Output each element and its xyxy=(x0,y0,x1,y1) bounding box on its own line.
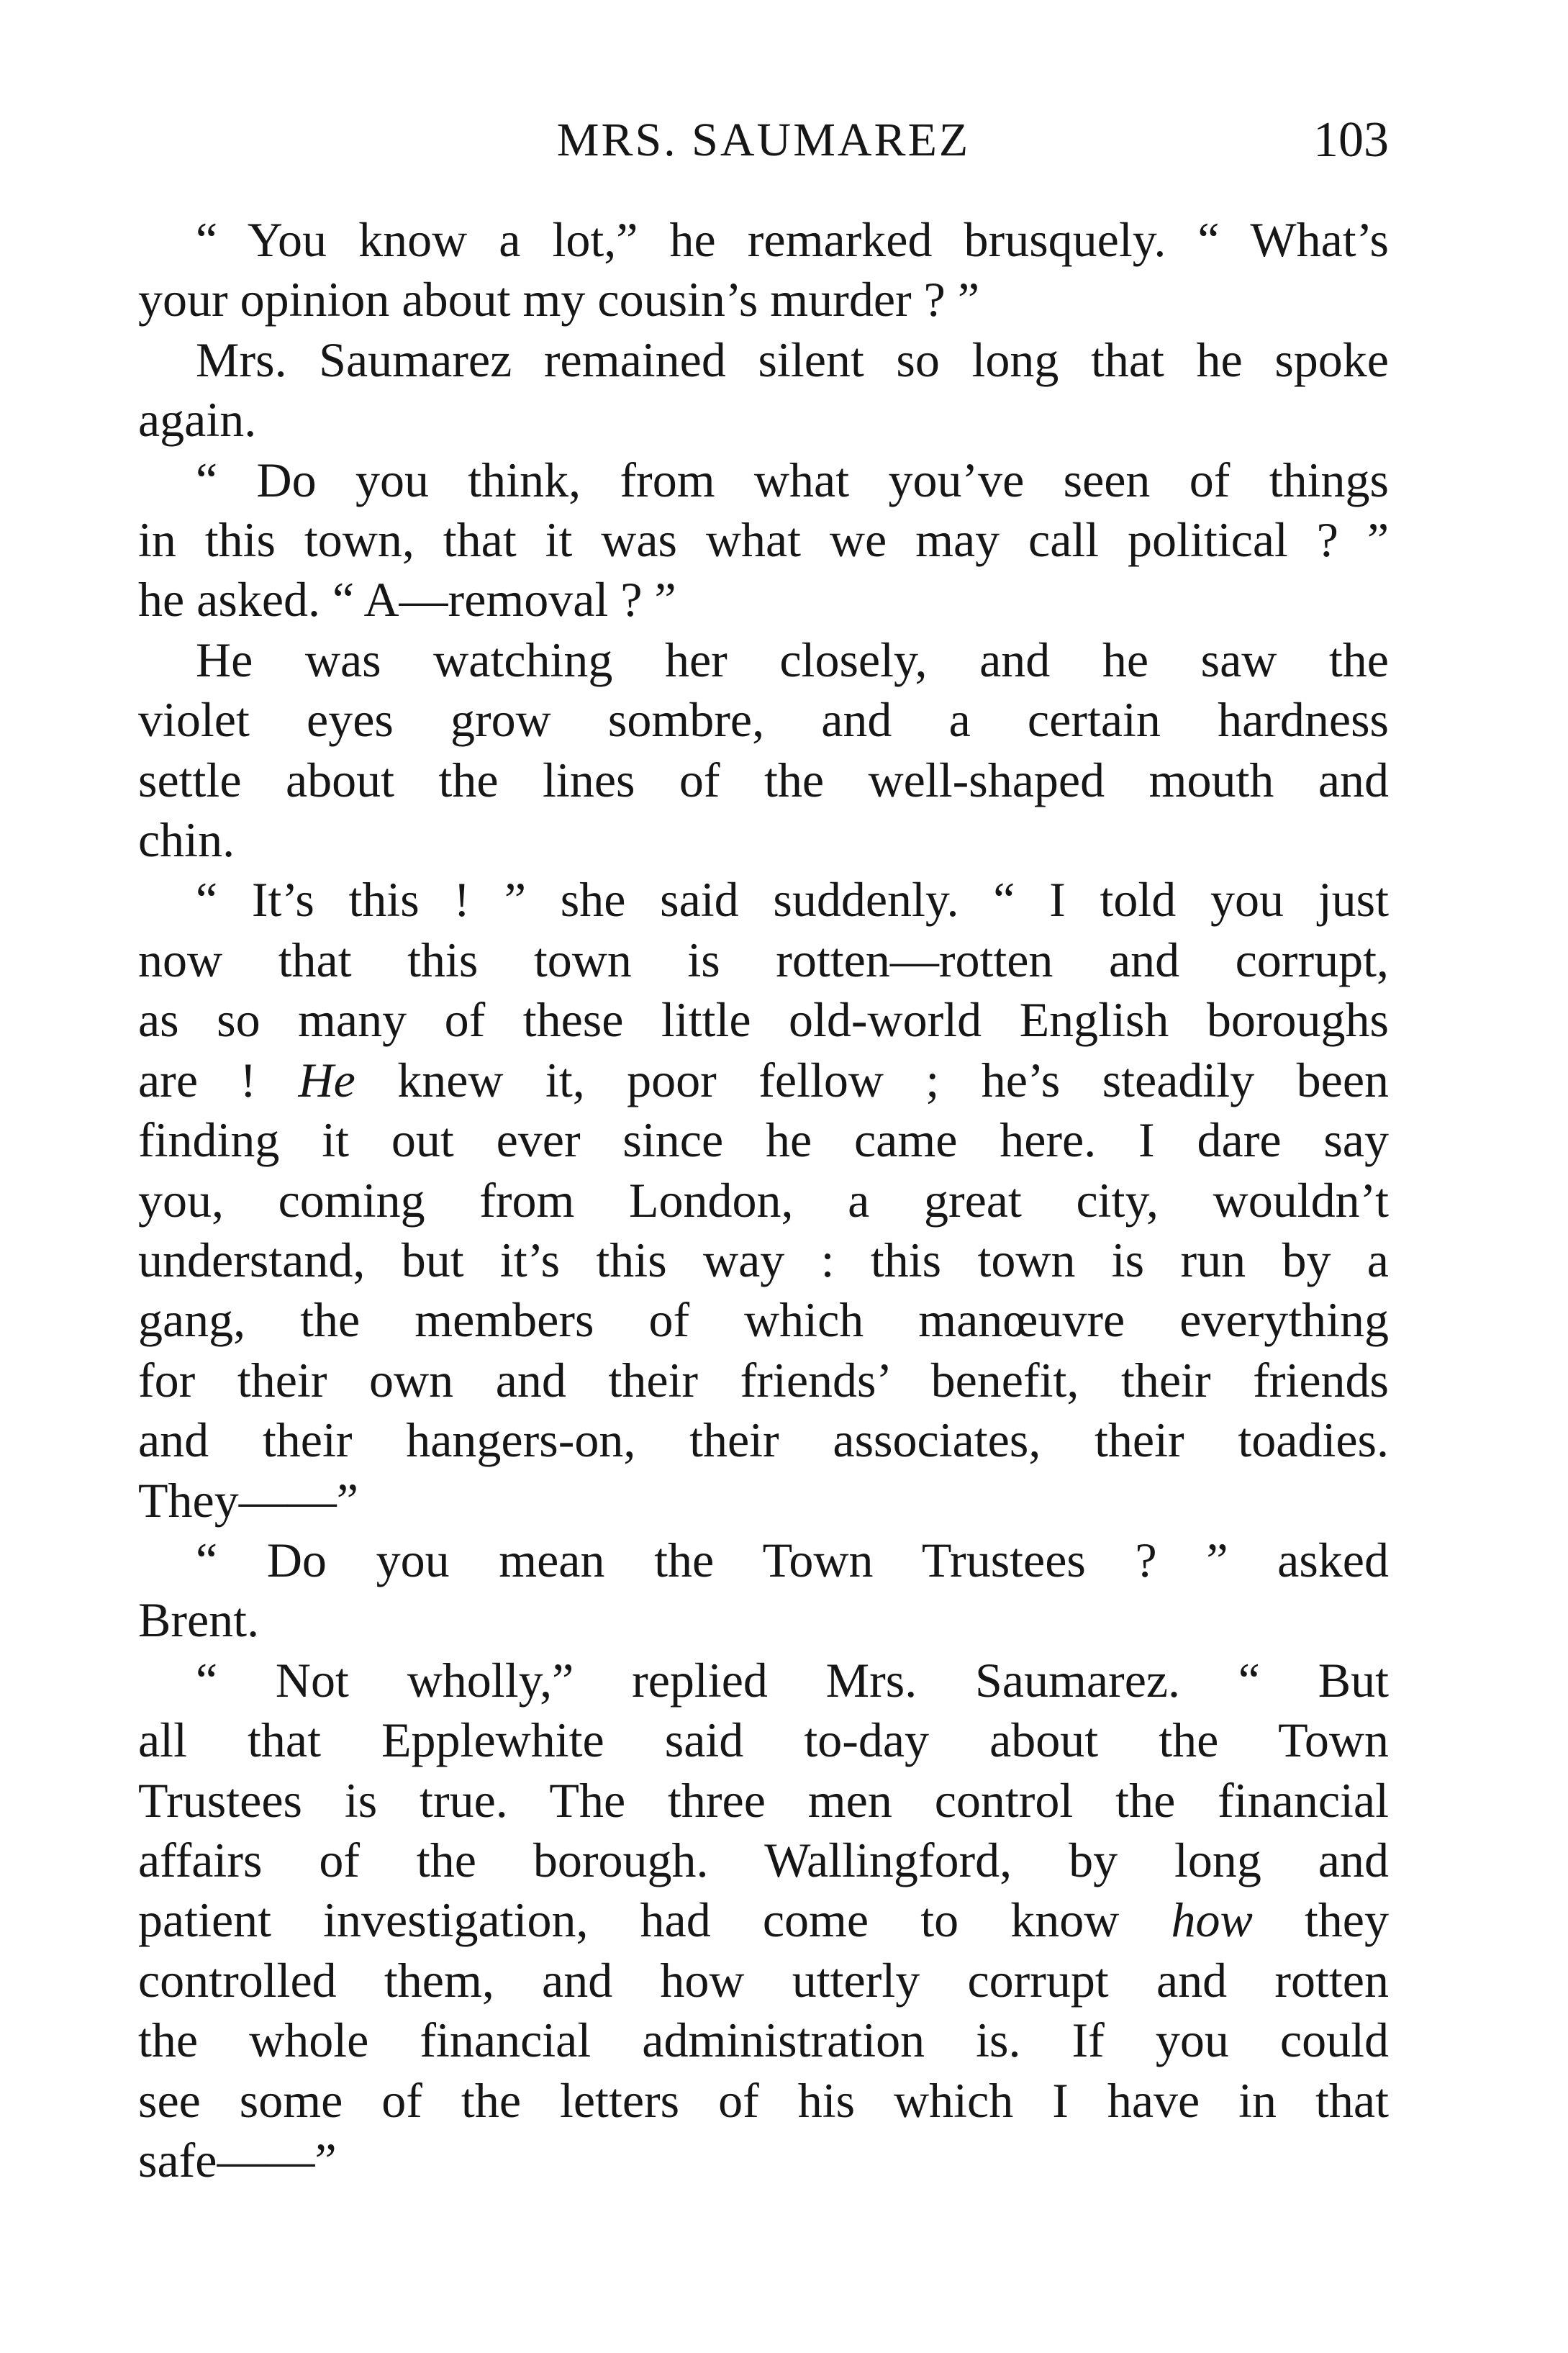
text-line: again. xyxy=(138,392,257,448)
text-line: safe——” xyxy=(138,2133,337,2187)
text-line: finding it out ever since he came here. I dare say xyxy=(138,1112,1389,1168)
text-line: “ Do you think, from what you’ve seen of things xyxy=(196,452,1389,507)
text-line: see some of the letters of his which I have in that xyxy=(138,2072,1389,2128)
text-line: understand, but it’s this way : this town is run by a xyxy=(138,1232,1389,1287)
text-line: “ Do you mean the Town Trustees ? ” asked xyxy=(196,1532,1389,1587)
text-line: controlled them, and how utterly corrupt and rotten xyxy=(138,1952,1389,2008)
page-number: 103 xyxy=(1313,112,1389,168)
running-head xyxy=(138,108,1389,173)
text-line: patient investigation, had come to know how they xyxy=(138,1892,1389,1948)
text-line: all that Epplewhite said to-day about the Town xyxy=(138,1713,1389,1768)
text-line: chin. xyxy=(138,812,235,868)
text-line: your opinion about my cousin’s murder ? ” xyxy=(138,272,980,327)
text-line: violet eyes grow sombre, and a certain hardness xyxy=(138,692,1389,748)
text-line: he asked. “ A—removal ? ” xyxy=(138,572,676,627)
text-line: “ You know a lot,” he remarked brusquely. “ What’s xyxy=(196,212,1389,267)
text-line: Mrs. Saumarez remained silent so long that he spoke xyxy=(196,332,1389,387)
italic-emphasis: He xyxy=(298,1052,355,1107)
text-line: Brent. xyxy=(138,1592,260,1648)
text-line: now that this town is rotten—rotten and corrupt, xyxy=(138,932,1389,987)
text-line: gang, the members of which manœuvre everything xyxy=(138,1292,1389,1348)
text-line: the whole financial administration is. If you could xyxy=(138,2013,1389,2068)
text-line: “ It’s this ! ” she said suddenly. “ I told you just xyxy=(196,872,1389,928)
running-title: MRS. SAUMAREZ xyxy=(556,114,971,166)
text-line: “ Not wholly,” replied Mrs. Saumarez. “ But xyxy=(196,1652,1389,1708)
italic-emphasis: how xyxy=(1171,1892,1253,1948)
text-line: you, coming from London, a great city, wouldn’t xyxy=(138,1172,1389,1228)
text-line: settle about the lines of the well-shaped mouth and xyxy=(138,752,1389,807)
text-line: They——” xyxy=(138,1472,358,1528)
text-line: He was watching her closely, and he saw the xyxy=(196,632,1389,687)
text-line: and their hangers-on, their associates, their toadies. xyxy=(138,1413,1389,1468)
text-line: in this town, that it was what we may call political ? ” xyxy=(138,512,1389,568)
body-text xyxy=(138,210,1389,2190)
text-line: Trustees is true. The three men control the financial xyxy=(138,1772,1389,1828)
text-line: for their own and their friends’ benefit, their friends xyxy=(138,1352,1389,1407)
text-line: are ! He knew it, poor fellow ; he’s steadily been xyxy=(138,1052,1389,1107)
text-line: as so many of these little old-world English boroughs xyxy=(138,992,1389,1048)
text-line: affairs of the borough. Wallingford, by long and xyxy=(138,1832,1389,1887)
